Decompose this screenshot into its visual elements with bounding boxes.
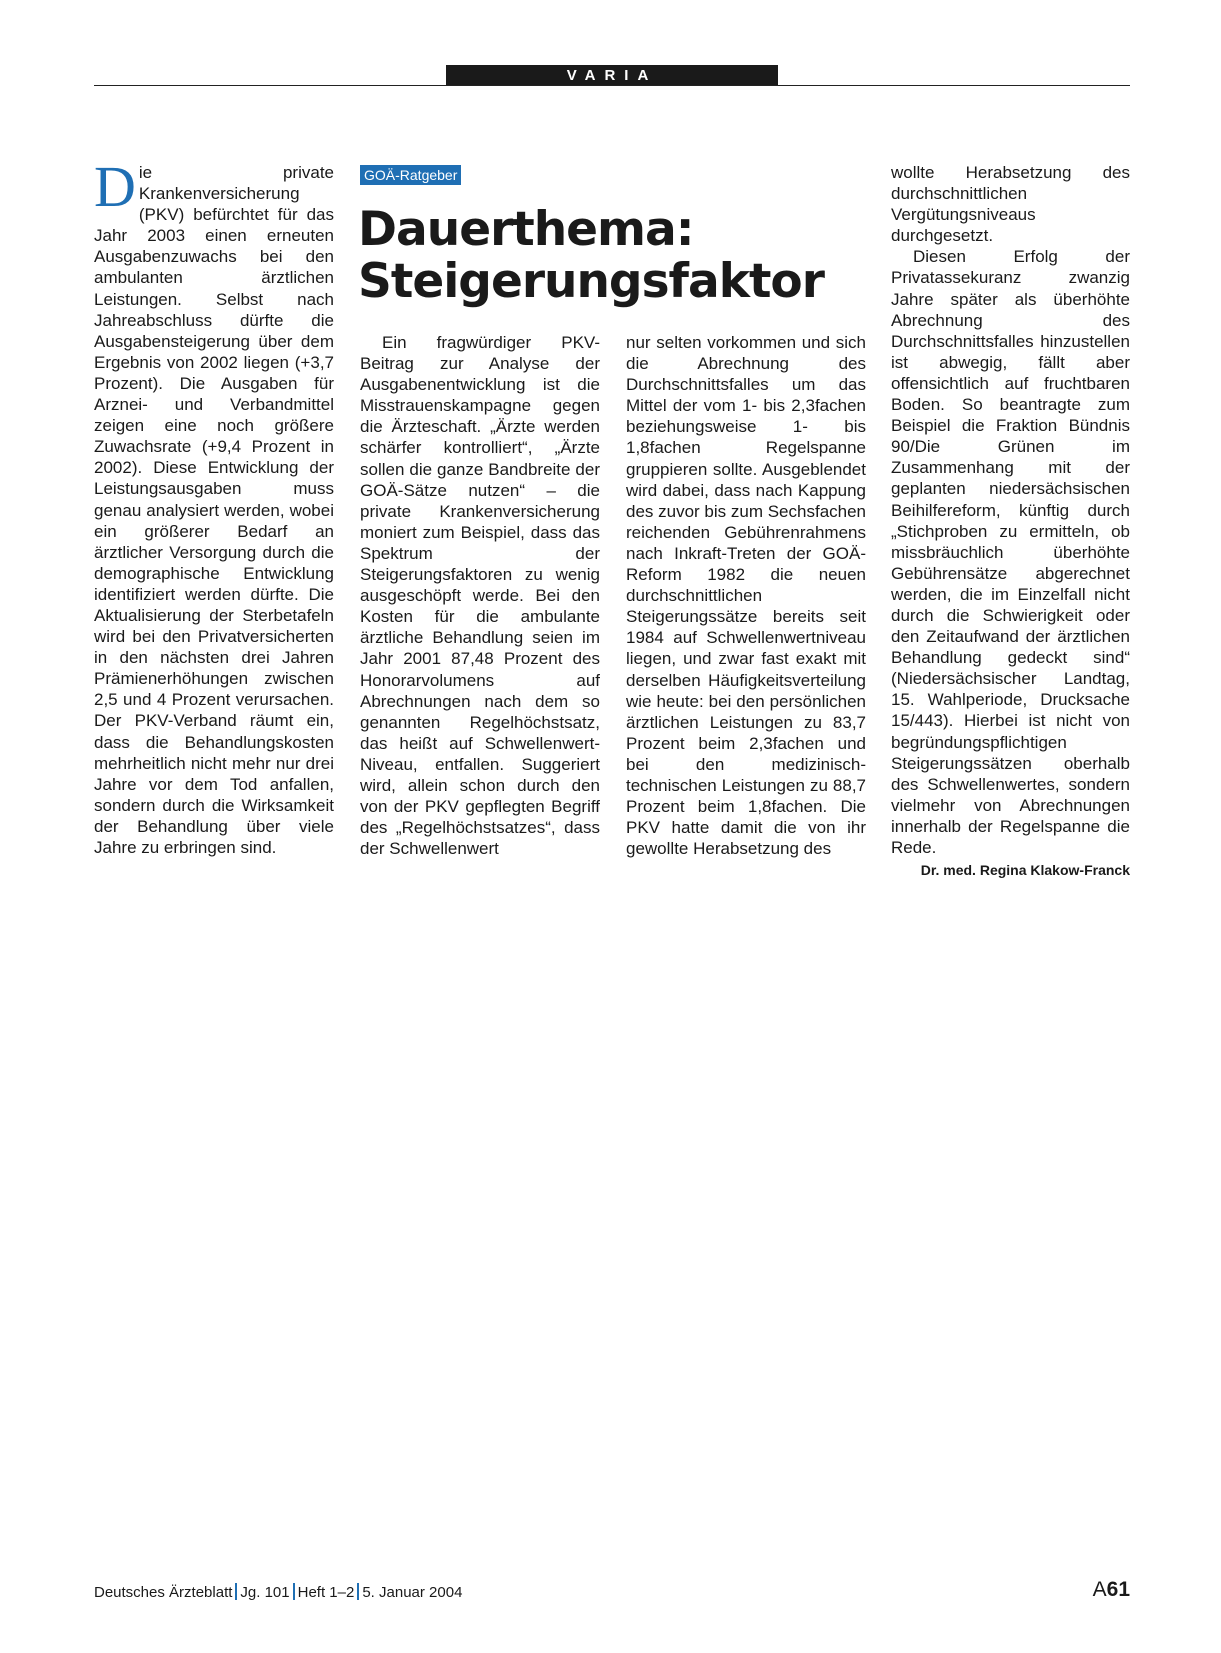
- footer-separator: [235, 1583, 237, 1600]
- page-number: [1093, 1578, 1130, 1602]
- article-column-4: [891, 162, 1130, 881]
- page-number-value: 61: [1106, 1578, 1130, 1601]
- issue: Heft 1–2: [297, 1584, 355, 1601]
- page-prefix: A: [1092, 1578, 1107, 1601]
- article-column-2: [360, 332, 600, 859]
- rubric-label: GOÄ-Ratgeber: [360, 165, 461, 185]
- lead-paragraph: [94, 154, 334, 858]
- body-paragraph: Diesen Erfolg der Privatassekuranz zwanzig Jahre später als überhöhte Abrechnung des Durchschnittsfalles hinzustellen ist abwegig, fällt aber offensichtlich auf fruchtbaren Boden. So beantragte zum Beispiel die Fraktion Bündnis 90/Die Grünen im Zusammenhang mit der geplanten niedersächsischen Beihilfereform, künftig durch „Stichproben zu ermitteln, ob missbräuchlich überhöhte Gebührensätze abgerechnet werden, die im Einzelfall nicht durch die Schwierigkeit oder den Zeitaufwand der ärztlichen Behandlung gedeckt sind“ (Niedersächsischer Landtag, 15. Wahlperiode, Drucksache 15/443). Hierbei ist nicht von begründungspflichtigen Steigerungssätzen oberhalb des Schwellenwertes, sondern vielmehr von Abrechnungen innerhalb der Regelspanne die Rede.: [891, 247, 1130, 857]
- volume: Jg. 101: [240, 1584, 290, 1601]
- journal-name: Deutsches Ärzteblatt: [94, 1584, 233, 1601]
- section-header: VARIA: [446, 65, 778, 86]
- drop-cap: D: [94, 154, 136, 219]
- body-paragraph: Ein fragwürdiger PKV-Beitrag zur Analyse der Ausgabenentwicklung ist die Misstrauenskampagne gegen die Ärzteschaft. „Ärzte werden schärfer kontrolliert“, „Ärzte sollen die ganze Bandbreite der GOÄ-Sätze nutzen“ – die private Krankenversicherung moniert zum Beispiel, dass das Spektrum der Steigerungsfaktoren zu wenig ausgeschöpft werde. Bei den Kosten für die ambulante ärztliche Behandlung seien im Jahr 2001 87,48 Prozent des Honorarvolumens auf Abrechnungen nach dem so genannten Regelhöchstsatz, das heißt auf Schwellenwert-Niveau, entfallen. Suggeriert wird, allein schon durch den von der PKV gepflegten Begriff des „Regelhöchstsatzes“, dass der Schwellenwert: [360, 333, 600, 859]
- footer-separator: [357, 1583, 359, 1600]
- body-paragraph: nur selten vorkommen und sich die Abrechnung des Durchschnittsfalles um das Mittel der vom 1- bis 2,3fachen beziehungsweise 1- bis 1,8fachen Regelspanne gruppieren sollte. Ausgeblendet wird dabei, dass nach Kappung des zuvor bis zum Sechsfachen reichenden Gebührenrahmens nach Inkraft-Treten der GOÄ-Reform 1982 die neuen durchschnittlichen Steigerungssätze bereits seit 1984 auf Schwellenwertniveau liegen, und zwar fast exakt mit derselben Häufigkeitsverteilung wie heute: bei den persönlichen ärztlichen Leistungen zu 83,7 Prozent beim 2,3fachen und bei den medizinisch-technischen Leistungen zu 88,7 Prozent beim 1,8fachen. Die PKV hatte damit die von ihr gewollte Herabsetzung des: [626, 333, 867, 859]
- headline-line-1: Dauerthema:: [358, 202, 694, 257]
- lead-text: ie private Krankenversicherung (PKV) befürchtet für das Jahr 2003 einen erneuten Ausgabenzuwachs bei den ambulanten ärztlichen Leistungen. Selbst nach Jahreabschluss dürfte die Ausgabensteigerung über dem Ergebnis von 2002 liegen (+3,7 Prozent). Die Ausgaben für Arznei- und Verbandmittel zeigen eine noch größere Zuwachsrate (+9,4 Prozent in 2002). Diese Entwicklung der Leistungsausgaben muss genau analysiert werden, wobei ein größerer Bedarf an ärztlicher Versorgung durch die demographische Entwicklung identifiziert werden dürfte. Die Aktualisierung der Sterbetafeln wird bei den Privatversicherten in den nächsten drei Jahren Prämienerhöhungen zwischen 2,5 und 4 Prozent verursachen. Der PKV-Verband räumt ein, dass die Behandlungskosten mehrheitlich nicht mehr nur drei Jahre vor dem Tod anfallen, sondern durch die Wirksamkeit der Behandlung über viele Jahre zu erbringen sind.: [94, 163, 334, 857]
- article-column-3: [626, 332, 866, 859]
- page-footer: [94, 1583, 462, 1601]
- body-paragraph: wollte Herabsetzung des durchschnittlichen Vergütungsniveaus durchgesetzt.: [891, 163, 1130, 246]
- author-byline: Dr. med. Regina Klakow-Franck: [920, 862, 1130, 879]
- header-rule: [94, 85, 1130, 86]
- footer-separator: [293, 1583, 295, 1600]
- issue-date: 5. Januar 2004: [362, 1584, 463, 1601]
- headline-line-2: Steigerungsfaktor: [358, 254, 824, 309]
- article-headline: [358, 204, 878, 308]
- article-column-1: [94, 154, 334, 858]
